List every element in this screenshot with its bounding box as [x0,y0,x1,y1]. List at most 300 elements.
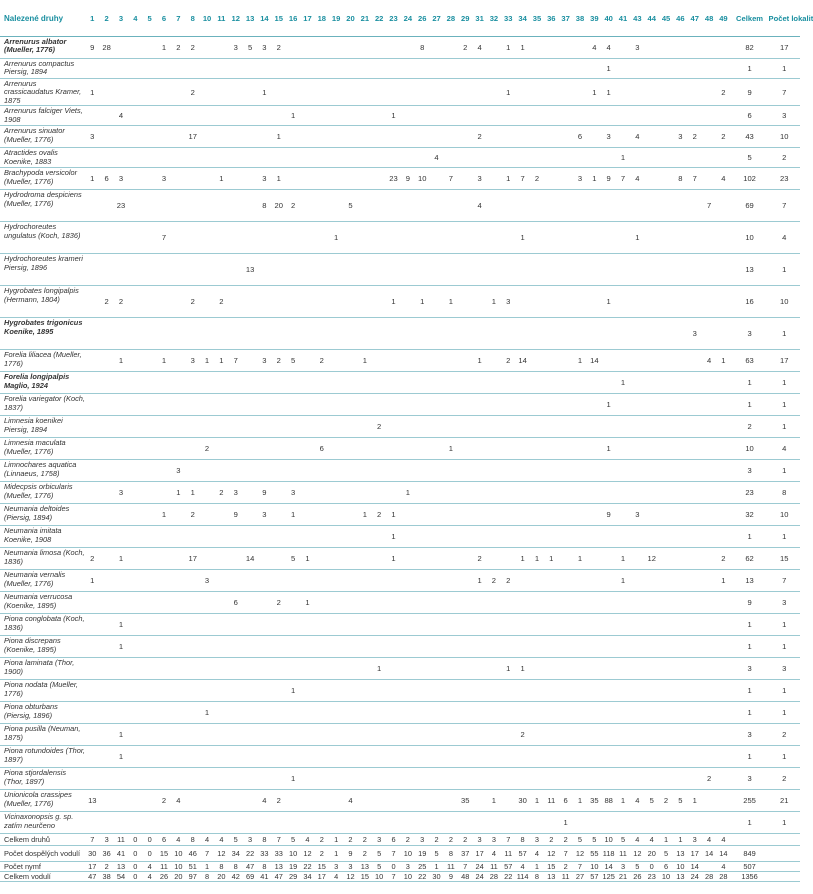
count-cell [587,614,601,636]
count-cell [300,680,314,702]
count-cell [544,416,558,438]
count-cell [688,460,702,482]
count-cell [458,254,472,286]
count-cell [143,658,157,680]
count-cell [415,126,429,148]
count-cell [272,636,286,658]
count-cell [487,636,501,658]
localities-column-header: Počet lokalit [769,0,800,37]
count-cell [544,504,558,526]
count-cell: 2 [186,37,200,59]
count-cell [630,746,644,768]
count-cell [487,614,501,636]
count-cell: 1 [616,570,630,592]
count-cell [515,570,529,592]
summary-cell: 69 [243,872,257,882]
count-cell [386,416,400,438]
count-cell [616,394,630,416]
count-cell: 2 [186,286,200,318]
count-cell: 2 [99,286,113,318]
count-cell [186,372,200,394]
count-cell [200,394,214,416]
count-cell [573,372,587,394]
count-cell [85,702,99,724]
count-cell [602,526,616,548]
count-cell [487,482,501,504]
count-cell [429,168,443,190]
localities-cell: 2 [769,724,800,746]
count-cell [272,148,286,168]
count-cell: 2 [501,570,515,592]
count-cell [688,254,702,286]
count-cell [315,504,329,526]
count-cell [114,79,128,106]
count-cell [702,724,716,746]
count-cell [530,680,544,702]
count-cell [157,768,171,790]
count-cell [372,636,386,658]
count-cell [530,148,544,168]
count-cell [343,702,357,724]
summary-cell: 0 [143,834,157,846]
count-cell: 9 [602,168,616,190]
count-cell [616,702,630,724]
count-cell [372,148,386,168]
column-header: 38 [573,0,587,37]
count-cell [229,190,243,222]
count-cell: 2 [530,168,544,190]
count-cell [616,636,630,658]
count-cell: 1 [487,286,501,318]
count-cell [415,658,429,680]
count-cell [702,79,716,106]
column-header: 4 [128,0,142,37]
species-row [0,724,800,746]
count-cell [602,570,616,592]
count-cell [128,482,142,504]
count-cell [673,636,687,658]
count-cell [415,438,429,460]
count-cell [487,148,501,168]
count-cell [530,812,544,834]
count-cell [186,106,200,126]
summary-cell: 26 [630,872,644,882]
count-cell [401,79,415,106]
count-cell [243,394,257,416]
column-header: 2 [99,0,113,37]
total-cell: 3 [731,724,769,746]
species-row [0,504,800,526]
count-cell: 1 [501,37,515,59]
count-cell [214,724,228,746]
count-cell [257,254,271,286]
count-cell [315,372,329,394]
count-cell: 1 [300,592,314,614]
summary-cell: 2 [401,834,415,846]
count-cell [587,416,601,438]
count-cell [688,482,702,504]
count-cell [143,746,157,768]
count-cell [358,372,372,394]
count-cell [401,350,415,372]
count-cell [143,416,157,438]
count-cell: 3 [85,126,99,148]
count-cell: 3 [673,126,687,148]
count-cell [515,148,529,168]
count-cell [645,372,659,394]
count-cell [501,438,515,460]
count-cell [157,254,171,286]
count-cell: 1 [386,286,400,318]
count-cell [315,702,329,724]
count-cell [143,350,157,372]
count-cell [372,372,386,394]
count-cell [386,254,400,286]
count-cell [602,148,616,168]
count-cell [659,614,673,636]
count-cell [616,126,630,148]
count-cell [501,372,515,394]
count-cell [616,416,630,438]
count-cell [128,504,142,526]
summary-cell: 0 [128,872,142,882]
count-cell [688,372,702,394]
count-cell [444,548,458,570]
count-cell [300,318,314,350]
count-cell [200,190,214,222]
total-cell: 69 [731,190,769,222]
count-cell [315,460,329,482]
count-cell: 1 [716,350,730,372]
count-cell [630,372,644,394]
count-cell: 88 [602,790,616,812]
summary-cell: 1 [659,834,673,846]
summary-cell: 10 [587,862,601,872]
count-cell [171,394,185,416]
count-cell [128,680,142,702]
species-name-text: Arrenurus crassicaudatus Kramer, 1875 [4,79,82,105]
count-cell [415,482,429,504]
summary-cell: 30 [429,872,443,882]
count-cell [257,106,271,126]
count-cell [429,482,443,504]
count-cell: 1 [386,504,400,526]
count-cell: 8 [415,37,429,59]
summary-cell: 114 [516,872,529,882]
count-cell [128,254,142,286]
count-cell [99,746,113,768]
count-cell [544,482,558,504]
count-cell [85,254,99,286]
localities-cell: 1 [769,746,800,768]
summary-cell: 5 [286,834,300,846]
count-cell [272,548,286,570]
count-cell [300,148,314,168]
count-cell [659,126,673,148]
count-cell: 3 [630,504,644,526]
count-cell [645,658,659,680]
count-cell [558,394,572,416]
count-cell [544,106,558,126]
count-cell [472,148,486,168]
count-cell [114,680,128,702]
summary-cell: 1 [673,834,687,846]
count-cell [200,318,214,350]
count-cell [85,394,99,416]
count-cell [200,746,214,768]
count-cell [587,702,601,724]
count-cell [673,768,687,790]
count-cell [329,504,343,526]
count-cell [229,438,243,460]
count-cell [401,614,415,636]
count-cell [272,680,286,702]
count-cell [329,254,343,286]
count-cell [243,680,257,702]
count-cell [214,812,228,834]
count-cell: 3 [157,168,171,190]
summary-cell: 20 [645,846,659,862]
count-cell [515,614,529,636]
count-cell [372,768,386,790]
count-cell [143,592,157,614]
count-cell [300,746,314,768]
species-row [0,570,800,592]
count-cell [99,526,113,548]
count-cell [372,570,386,592]
count-cell: 4 [429,148,443,168]
count-cell [630,482,644,504]
count-cell [630,286,644,318]
summary-localities-cell [769,846,800,862]
count-cell: 1 [114,548,128,570]
column-header: 16 [286,0,300,37]
count-cell: 1 [515,658,529,680]
count-cell [257,702,271,724]
column-header: 10 [200,0,214,37]
count-cell [186,790,200,812]
count-cell [688,286,702,318]
summary-cell: 22 [501,872,515,882]
species-row [0,548,800,570]
species-name [0,548,85,570]
count-cell [386,768,400,790]
summary-cell: 0 [128,834,142,846]
count-cell [515,812,529,834]
count-cell [99,438,113,460]
count-cell [143,254,157,286]
count-cell [716,438,730,460]
count-cell [329,350,343,372]
count-cell: 1 [616,148,630,168]
count-cell [501,614,515,636]
count-cell [315,126,329,148]
summary-cell: 7 [386,872,400,882]
count-cell [286,372,300,394]
count-cell [530,416,544,438]
count-cell [358,592,372,614]
count-cell [358,394,372,416]
count-cell [243,614,257,636]
summary-cell: 5 [372,846,386,862]
count-cell [143,106,157,126]
count-cell: 4 [630,168,644,190]
total-cell: 13 [731,254,769,286]
count-cell [673,526,687,548]
count-cell [300,372,314,394]
count-cell [501,504,515,526]
count-cell [573,504,587,526]
summary-cell: 12 [343,872,357,882]
count-cell [645,222,659,254]
summary-cell: 7 [558,846,572,862]
count-cell [243,768,257,790]
count-cell [143,460,157,482]
count-cell [716,59,730,79]
count-cell [114,126,128,148]
count-cell: 1 [214,168,228,190]
count-cell [243,482,257,504]
count-cell [401,504,415,526]
count-cell [558,548,572,570]
count-cell [272,286,286,318]
summary-cell: 27 [573,872,587,882]
count-cell [272,768,286,790]
count-cell [487,724,501,746]
count-cell [300,59,314,79]
count-cell [558,636,572,658]
count-cell [544,394,558,416]
count-cell: 1 [573,548,587,570]
count-cell [286,812,300,834]
count-cell [229,148,243,168]
count-cell: 1 [272,168,286,190]
summary-cell: 2 [358,846,372,862]
count-cell [429,504,443,526]
count-cell: 2 [286,190,300,222]
count-cell [372,254,386,286]
species-name-text: Piona discrepans (Koenike, 1895) [4,636,61,654]
count-cell [487,416,501,438]
count-cell [229,106,243,126]
count-cell [702,680,716,702]
count-cell: 6 [558,790,572,812]
count-cell [530,460,544,482]
column-header: 17 [300,0,314,37]
count-cell [272,746,286,768]
count-cell: 4 [602,37,616,59]
column-header: 22 [372,0,386,37]
summary-cell: 28 [702,872,716,882]
count-cell [415,190,429,222]
column-header: 28 [444,0,458,37]
count-cell [659,658,673,680]
count-cell: 2 [372,416,386,438]
count-cell [243,318,257,350]
count-cell [472,680,486,702]
count-cell [415,746,429,768]
count-cell [530,702,544,724]
count-cell [630,812,644,834]
summary-cell: 47 [272,872,286,882]
summary-cell: 5 [229,834,243,846]
count-cell [702,168,716,190]
species-name-text: Brachypoda versicolor (Mueller, 1776) [4,168,78,186]
count-cell [143,79,157,106]
count-cell: 2 [688,126,702,148]
count-cell [214,416,228,438]
count-cell [85,372,99,394]
summary-cell: 47 [243,862,257,872]
count-cell [587,222,601,254]
summary-cell: 33 [257,846,271,862]
count-cell [616,106,630,126]
count-cell [329,438,343,460]
count-cell [99,372,113,394]
count-cell [530,768,544,790]
column-header: 49 [716,0,730,37]
count-cell [315,746,329,768]
count-cell [200,222,214,254]
summary-cell: 9 [444,872,458,882]
count-cell [171,658,185,680]
summary-cell: 15 [544,862,558,872]
count-cell: 4 [702,350,716,372]
species-row [0,680,800,702]
count-cell [386,614,400,636]
count-cell [501,106,515,126]
count-cell: 2 [515,724,529,746]
count-cell [688,438,702,460]
count-cell [659,482,673,504]
count-cell [487,592,501,614]
count-cell [114,570,128,592]
count-cell [702,460,716,482]
species-name-text: Piona stjordalensis (Thor, 1897) [4,768,67,786]
summary-cell: 4 [716,862,730,872]
count-cell [716,416,730,438]
count-cell [544,222,558,254]
count-cell [616,350,630,372]
count-cell: 1 [573,790,587,812]
count-cell [143,37,157,59]
count-cell [243,812,257,834]
count-cell [329,614,343,636]
count-cell [501,416,515,438]
count-cell [472,702,486,724]
count-cell [85,148,99,168]
summary-cell: 0 [128,846,142,862]
count-cell [429,126,443,148]
column-header: 13 [243,0,257,37]
count-cell [358,768,372,790]
count-cell [85,724,99,746]
count-cell [401,680,415,702]
count-cell [229,318,243,350]
count-cell [300,350,314,372]
count-cell [401,658,415,680]
count-cell [85,286,99,318]
count-cell [157,318,171,350]
count-cell [501,724,515,746]
count-cell [229,168,243,190]
count-cell [358,526,372,548]
species-row [0,658,800,680]
count-cell [645,126,659,148]
summary-cell: 30 [85,846,99,862]
count-cell [716,106,730,126]
count-cell: 1 [286,504,300,526]
